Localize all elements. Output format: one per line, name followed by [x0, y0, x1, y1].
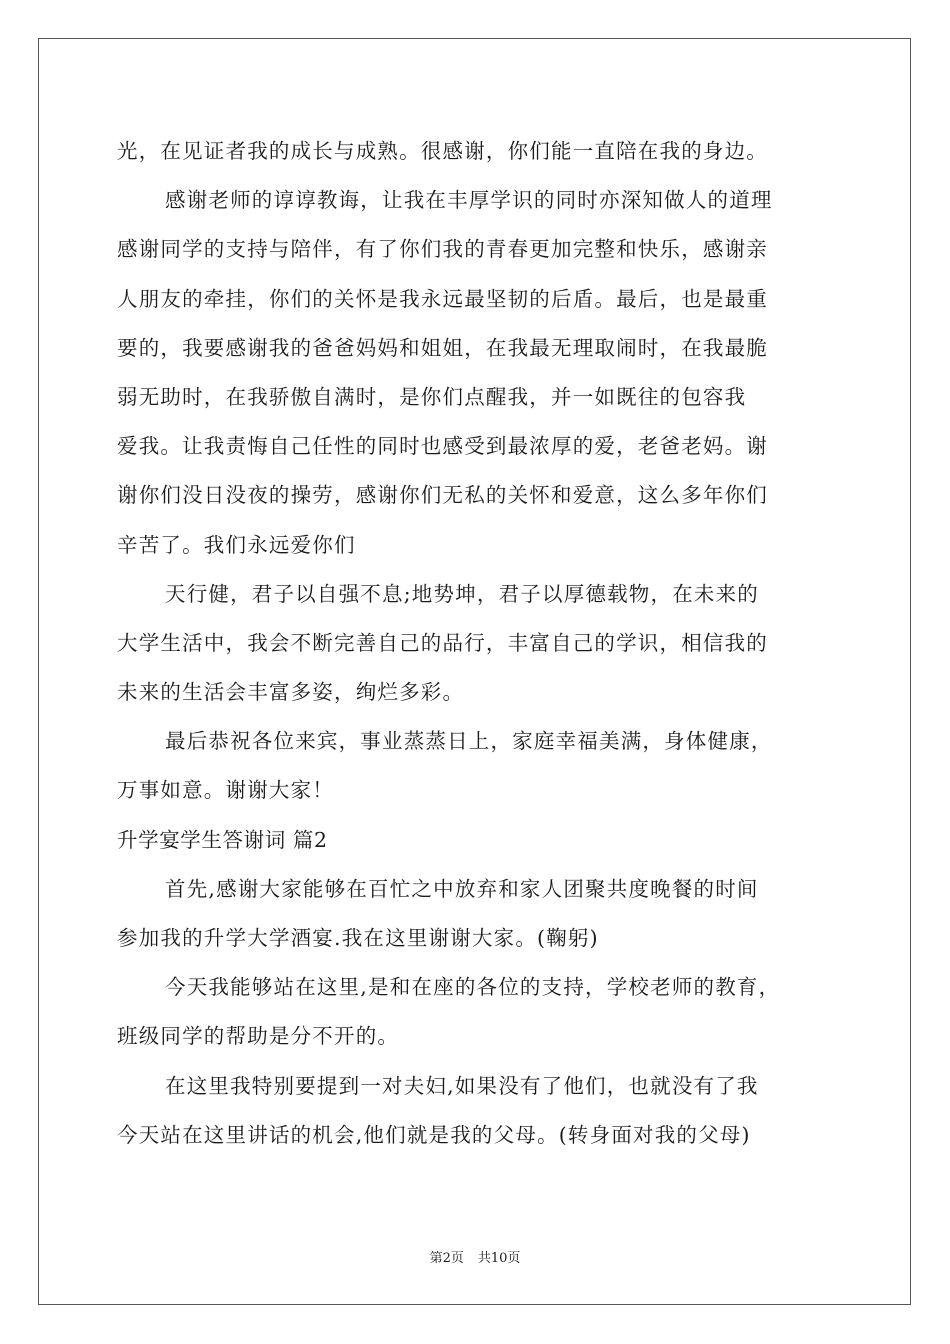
text-line: 辛苦了。我们永远爱你们	[117, 532, 356, 557]
paragraph-start: 感谢老师的谆谆教诲，让我在丰厚学识的同时亦深知做人的道理	[165, 188, 773, 213]
text-line: 万事如意。谢谢大家！	[117, 778, 334, 803]
text-line: 感谢同学的支持与陪伴，有了你们我的青春更加完整和快乐，感谢亲	[117, 237, 768, 262]
section-heading: 升学宴学生答谢词 篇2	[117, 827, 328, 852]
paragraph-start: 首先,感谢大家能够在百忙之中放弃和家人团聚共度晚餐的时间	[165, 876, 759, 901]
text-line: 参加我的升学大学酒宴.我在这里谢谢大家。(鞠躬)	[117, 926, 599, 950]
text-line: 谢你们没日没夜的操劳，感谢你们无私的关怀和爱意，这么多年你们	[117, 483, 768, 508]
text-line: 今天站在这里讲话的机会,他们就是我的父母。(转身面对我的父母)	[117, 1122, 751, 1147]
page-number: 第2页	[429, 1251, 464, 1266]
document-body	[117, 127, 835, 1160]
text-line: 要的，我要感谢我的爸爸妈妈和姐姐，在我最无理取闹时，在我最脆	[117, 335, 768, 360]
text-line: 弱无助时，在我骄傲自满时，是你们点醒我，并一如既往的包容我	[117, 384, 747, 409]
text-line: 人朋友的牵挂，你们的关怀是我永远最坚韧的后盾。最后，也是最重	[117, 286, 768, 311]
page-footer	[0, 1247, 950, 1266]
paragraph-start: 今天我能够站在这里,是和在座的各位的支持，学校老师的教育，	[165, 975, 781, 1000]
text-line: 班级同学的帮助是分不开的。	[117, 1024, 400, 1049]
text-line: 大学生活中，我会不断完善自己的品行，丰富自己的学识，相信我的	[117, 630, 768, 655]
text-line: 爱我。让我责悔自己任性的同时也感受到最浓厚的爱，老爸老妈。谢	[117, 434, 768, 459]
paragraph-start: 天行健，君子以自强不息;地势坤，君子以厚德载物，在未来的	[165, 581, 760, 606]
text-line: 光，在见证者我的成长与成熟。很感谢，你们能一直陪在我的身边。	[117, 139, 768, 163]
paragraph-start: 最后恭祝各位来宾，事业蒸蒸日上，家庭幸福美满，身体健康，	[165, 729, 773, 754]
page-total: 共10页	[477, 1251, 521, 1266]
paragraph-start: 在这里我特别要提到一对夫妇,如果没有了他们，也就没有了我	[165, 1073, 759, 1098]
text-line: 未来的生活会丰富多姿，绚烂多彩。	[117, 680, 465, 705]
